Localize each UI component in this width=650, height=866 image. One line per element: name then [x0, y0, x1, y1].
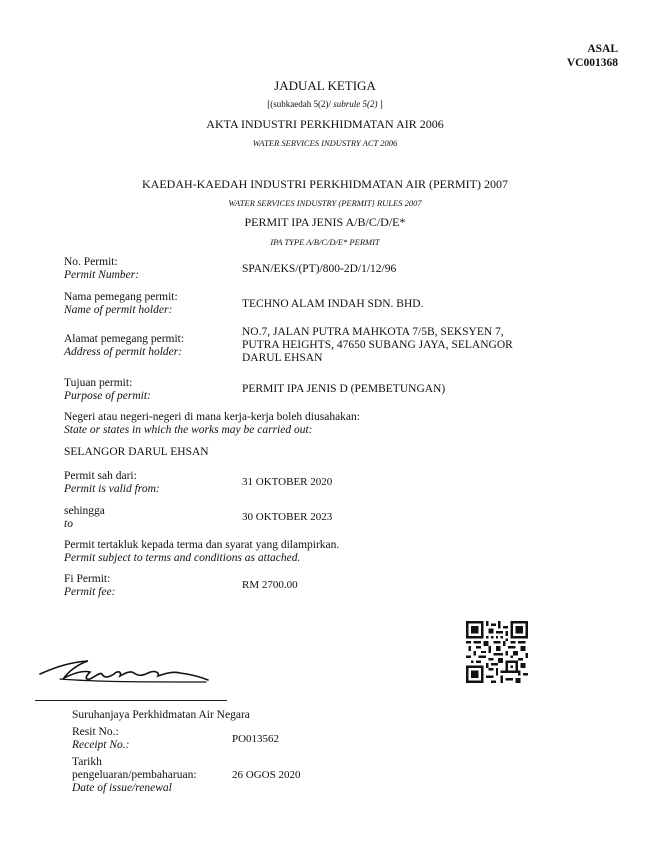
- valid-from-label-en: Permit is valid from:: [64, 483, 160, 495]
- valid-from-label: [64, 470, 160, 496]
- receipt-label: [72, 726, 129, 752]
- receipt-label-ms: Resit No.:: [72, 726, 119, 738]
- document-serial: VC001368: [566, 57, 618, 69]
- terms-note-en: Permit subject to terms and conditions as attached.: [64, 552, 301, 564]
- purpose-label-en: Purpose of permit:: [64, 390, 151, 402]
- states-value: SELANGOR DARUL EHSAN: [64, 446, 209, 458]
- issue-date-label-ms2: pengeluaran/pembaharuan:: [72, 769, 197, 781]
- valid-from-label-ms: Permit sah dari:: [64, 470, 137, 482]
- holder-name-label-en: Name of permit holder:: [64, 304, 173, 316]
- commission-name: Suruhanjaya Perkhidmatan Air Negara: [72, 709, 250, 721]
- subrule-english: subrule 5(2): [333, 99, 378, 109]
- permit-number-value: SPAN/EKS/(PT)/800-2D/1/12/96: [242, 263, 397, 275]
- schedule-title: JADUAL KETIGA: [274, 78, 376, 93]
- holder-name-label-ms: Nama pemegang permit:: [64, 291, 178, 303]
- rules-title-ms: KAEDAH-KAEDAH INDUSTRI PERKHIDMATAN AIR (PERMIT) 2007: [141, 177, 509, 191]
- valid-to-value: 30 OKTOBER 2023: [242, 511, 333, 523]
- permit-type-en: IPA TYPE A/B/C/D/E* PERMIT: [270, 237, 380, 247]
- states-label: [64, 411, 360, 437]
- issue-date-label-en: Date of issue/renewal: [72, 782, 172, 794]
- purpose-value: PERMIT IPA JENIS D (PEMBETUNGAN): [242, 383, 446, 395]
- receipt-label-en: Receipt No.:: [72, 739, 130, 751]
- original-copy-marker: [567, 42, 618, 70]
- address-line: NO.7, JALAN PUTRA MAHKOTA 7/5B, SEKSYEN 7,: [242, 326, 504, 338]
- states-label-en: State or states in which the works may be carried out:: [64, 424, 313, 436]
- holder-name-value: TECHNO ALAM INDAH SDN. BHD.: [242, 298, 424, 310]
- states-label-ms: Negeri atau negeri-negeri di mana kerja-kerja boleh diusahakan:: [64, 411, 360, 423]
- signature-image: [38, 652, 213, 686]
- valid-from-value: 31 OKTOBER 2020: [242, 476, 333, 488]
- subrule-reference: [0, 99, 650, 109]
- original-label: ASAL: [587, 43, 618, 55]
- permit-type-ms: PERMIT IPA JENIS A/B/C/D/E*: [244, 215, 406, 229]
- qr-code-icon: [466, 621, 528, 683]
- holder-address-label: [64, 333, 184, 359]
- signature-line: [35, 700, 227, 701]
- act-title-en: WATER SERVICES INDUSTRY ACT 2006: [252, 138, 398, 148]
- issue-date-value: 26 OGOS 2020: [232, 769, 301, 781]
- act-title-ms: AKTA INDUSTRI PERKHIDMATAN AIR 2006: [206, 117, 444, 131]
- permit-number-label-ms: No. Permit:: [64, 256, 118, 268]
- holder-name-label: [64, 291, 178, 317]
- fee-label-en: Permit fee:: [64, 586, 116, 598]
- fee-label-ms: Fi Permit:: [64, 573, 111, 585]
- permit-number-label-en: Permit Number:: [64, 269, 140, 281]
- issue-date-label-ms1: Tarikh: [72, 756, 102, 768]
- holder-address-value: [242, 326, 513, 365]
- terms-note: [64, 539, 339, 565]
- receipt-value: PO013562: [232, 733, 280, 745]
- purpose-label: [64, 377, 151, 403]
- address-line: DARUL EHSAN: [242, 352, 323, 364]
- valid-to-label-en: to: [64, 518, 73, 530]
- address-line: PUTRA HEIGHTS, 47650 SUBANG JAYA, SELANGOR: [242, 339, 513, 351]
- fee-label: [64, 573, 115, 599]
- fee-value: RM 2700.00: [242, 579, 298, 591]
- holder-address-label-ms: Alamat pemegang permit:: [64, 333, 185, 345]
- valid-to-label: [64, 505, 105, 531]
- permit-number-label: [64, 256, 139, 282]
- valid-to-label-ms: sehingga: [64, 505, 105, 517]
- rules-title-en: WATER SERVICES INDUSTRY (PERMIT} RULES 2007: [228, 198, 422, 208]
- subrule-prefix: [(subkaedah 5(2)/: [267, 99, 334, 109]
- issue-date-label: [72, 756, 197, 795]
- holder-address-label-en: Address of permit holder:: [64, 346, 183, 358]
- purpose-label-ms: Tujuan permit:: [64, 377, 133, 389]
- subrule-suffix: ]: [377, 99, 383, 109]
- terms-note-ms: Permit tertakluk kepada terma dan syarat yang dilampirkan.: [64, 539, 340, 551]
